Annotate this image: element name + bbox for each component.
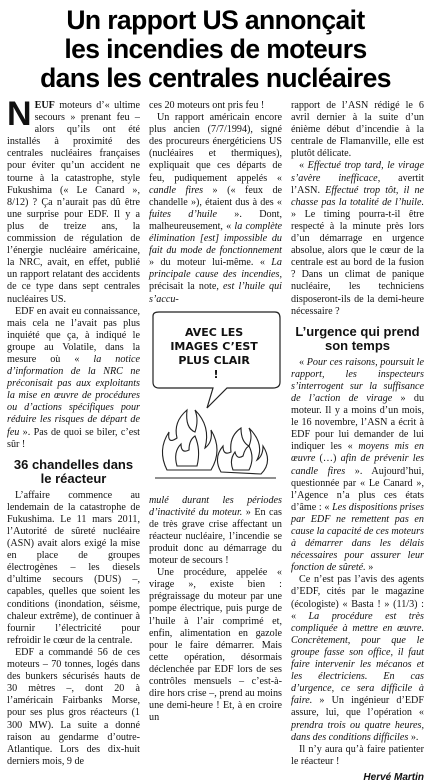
text-run: EDF en avait eu connaissance, mais cela ne l’avait pas plus inquiété que ça, à indiqué le groupe au Volatile, dans la mesure où « — [7, 305, 140, 365]
cartoon-caption: AVEC LES IMAGES C’EST PLUS CLAIR ! — [170, 325, 258, 381]
paragraph — [7, 306, 140, 451]
quote-run: Effectué trop tôt, il ne chasse pas la totalité de l’huile. — [291, 184, 424, 208]
quote-run: La principale cause des incendies, — [149, 257, 282, 281]
article-headline — [7, 6, 424, 93]
headline-line-3: dans les centrales nucléaires — [40, 63, 391, 93]
fire-illustration — [155, 410, 276, 478]
quote-run: mulé durant les périodes d’inactivité du moteur. — [149, 494, 282, 518]
quote-run: afin de prévenir les candle fires — [291, 453, 424, 477]
text-run: « — [299, 160, 308, 172]
quote-run: la notice d’information de la NRC ne préconisait pas aux exploitants la mise en œuvre de procédures ou d’actions spécifiques pour réduire les risques de départ de feu — [7, 353, 140, 438]
quote-run: Pour ces raisons, poursuit le rapport, les inspecteurs s’interrogent sur la suffisance de l’action de virage — [291, 356, 424, 404]
paragraph — [149, 112, 282, 306]
cartoon-svg — [149, 310, 282, 490]
column-1 — [7, 95, 140, 767]
headline-line-1: Un rapport US annonçait — [66, 5, 365, 35]
quote-run: est l’huile qui s’accu- — [149, 281, 282, 305]
cartoon-drawing — [149, 310, 282, 490]
paragraph: rapport de l’ASN rédigé le 6 avril dernier à la suite d’un énième début d’incendie à la centrale de Flamanville, elle est plutôt délicate. — [291, 100, 424, 160]
text-run: « — [299, 356, 307, 368]
quote-run: fuites d’huile — [149, 208, 217, 220]
subheading-chandelles: 36 chandelles dans le réacteur — [13, 456, 134, 486]
text-run: » (« feux de chandelle »), étaient dus à des « — [149, 184, 283, 208]
paragraph — [291, 160, 424, 317]
paragraph: Une procédure, appelée « virage », existe bien : prégraissage du moteur par une pompe électrique, puis purge de l’huile à l’air comprimé et, enfin, alimentation en gazole pour le faire démarrer. Mais cette opération, désormais déclenchée par EDF lors de ses contrôles mensuels – c’est-à-dire hors crise –, prend au moins une demi-heure ! Et, à en croire un — [149, 567, 282, 724]
paragraph: EDF a commandé 56 de ces moteurs – 70 tonnes, logés dans des bunkers sécurisés hauts de 30 mètres –, dont 20 à l’américain Fairbanks Morse, pour ses plus gros réacteurs (1 300 MW). La suite a donné raison au gendarme d’outre-Atlantique. Lors des dix-huit derniers mois, 9 de — [7, 646, 140, 767]
text-run: ». Aujourd’hui, questionnée par « Le Canard », l’Agence n’a plus ces états d’âme : « — [291, 465, 424, 513]
paragraph: ces 20 moteurs ont pris feu ! — [149, 100, 265, 111]
paragraph — [291, 357, 424, 575]
text-run: Ce n’est pas l’avis des agents d’EDF, cités par le magazine (écologiste) « Basta ! » (11/3) : « — [291, 574, 424, 622]
text-run: » En cas de très grave crise affectant un réacteur nucléaire, l’incendie se produit donc au démarrage du moteur de secours ! — [149, 506, 282, 567]
text-run: précisait la note, — [149, 281, 224, 293]
column-3 — [291, 100, 424, 783]
column-2 — [149, 100, 283, 724]
text-run: » du moteur. Il y a moins d’un mois, le 16 novembre, l’ASN a écrit à EDF pour lui demander de lui indiquer les « — [291, 392, 424, 453]
text-run: » — [365, 562, 374, 574]
dropcap: N — [7, 95, 32, 133]
text-run: ». Pas de quoi se biler, c’est sûr ! — [7, 426, 140, 450]
lead-caps: EUF — [34, 100, 55, 111]
subheading-urgence: L’urgence qui prend son temps — [295, 323, 420, 353]
text-run: » du moteur lui-même. « — [149, 257, 272, 269]
text-run: ». — [408, 731, 419, 743]
text-run: » Un ingénieur d’EDF assure, lui, que l’opération « — [291, 695, 424, 719]
headline-line-2: les incendies de moteurs — [64, 34, 367, 64]
text-run: ». Dont, malheureusement, « — [149, 208, 282, 232]
quote-run: Effectué trop tard, le virage s’avère inefficace — [291, 160, 424, 184]
quote-run: Les dispositions prises par EDF ne remettent pas en cause la capacité de ces moteurs à démarrer dans les délais nécessaires pour assurer leur fonction de sûreté. — [291, 501, 424, 574]
paragraph: L’affaire commence au lendemain de la catastrophe de Fukushima. Le 11 mars 2011, l’Autorité de sûreté nucléaire (ASN) avait alors exigé la mise en place de groupes électrogènes – les diesels d’ultime secours (DUS) –, capables, quelles que soient les conditions (inondation, séisme, chaleur extrême), de continuer à fournir l’électricité pour refroidir le cœur de la centrale. — [7, 489, 140, 646]
text-run: , avertit l’ASN. — [291, 172, 424, 196]
quote-run: prendra trois ou quatre heures, dans des conditions difficiles — [291, 719, 424, 743]
quote-run: La procédure est très compliquée à mettre en œuvre. Concrètement, pour que le groupe fasse son office, il faut faire intervenir les mécanos et les électriciens. En cas d’urgence, ce sera difficile à faire. — [291, 610, 424, 707]
paragraph: Il n’y aura qu’à faire patienter le réacteur ! — [291, 743, 424, 767]
quote-run: moyens mis en œuvre — [291, 441, 424, 465]
author-byline: Hervé Martin — [363, 771, 424, 783]
text-run: Un rapport américain encore plus ancien (7/7/1994), signé des procureurs énergéticiens US (nucléaires et thermiques), expliquait que ces départs de feu, pudiquement appelés « — [149, 112, 282, 184]
article-columns — [7, 95, 424, 783]
lead-text: moteurs d’« ultime secours » prenant feu – alors qu’ils ont été installés à proximité des centrales nucléaires françaises pour éviter qu’un accident ne tourne à la catastrophe, style Fukushima (« Le Canard », 8/12) ? Ça n’aurait pas dû être une surprise pour EDF. Il y a plus de treize ans, la commission de régulation de l’énergie nucléaire américaine, la NRC, avait, en effet, publié un rapport relatant des accidents de ce type dans sept centrales nucléaires US. — [7, 100, 140, 305]
paragraph — [291, 574, 424, 743]
text-run: (…) — [315, 453, 341, 465]
quote-run: candle fires — [149, 184, 204, 196]
text-run: » Le timing pourra-t-il être respecté à la minute près lors d’un démarrage en urgence absolue, alors que le cœur de la centrale est au bord de la fusion ? Dans un climat de panique nucléaire, les techniciens disposeront-ils de la demi-heure nécessaire ? — [291, 208, 424, 317]
lead-paragraph — [7, 95, 140, 306]
quote-run: la complète élimination [est] impossible du fait du mode de fonctionnement — [149, 220, 282, 257]
paragraph — [149, 495, 282, 568]
